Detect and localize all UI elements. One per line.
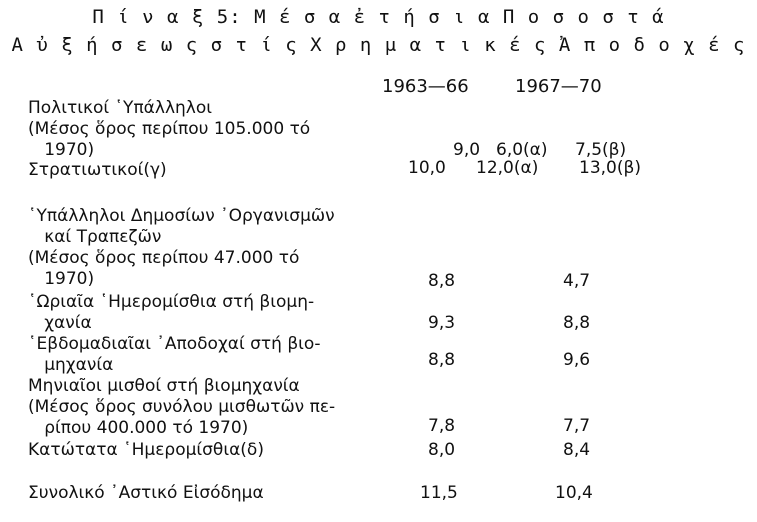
value-1967-70: 8,8 xyxy=(563,313,591,333)
table-title-line-1: Π ί ν α ξ 5: Μ έ σ α ἐ τ ή σ ι α Π ο σ ο σ τ ά xyxy=(92,6,665,28)
table-row xyxy=(28,206,748,290)
value-1967-70-a: 12,0(α) xyxy=(476,158,539,178)
value-1963-66: 9,3 xyxy=(428,313,456,333)
value-1963-66: 10,0 xyxy=(408,158,446,178)
value-1967-70-a: 6,0(α) xyxy=(496,140,548,160)
row-label: Συνολικό ᾿Αστικό Εἰσόδημα xyxy=(28,483,264,503)
column-header-1967-70: 1967—70 xyxy=(515,76,602,97)
row-label: Στρατιωτικοί(γ) xyxy=(28,160,167,180)
table-row xyxy=(28,160,748,181)
value-1963-66: 7,8 xyxy=(428,416,456,436)
row-label: ῾Εβδομαδιαῖαι ᾿Αποδοχαί στή βιο- μηχανία xyxy=(28,334,321,375)
column-header-1963-66: 1963—66 xyxy=(382,76,469,97)
value-1963-66: 8,8 xyxy=(428,271,456,291)
value-1967-70: 7,7 xyxy=(563,416,591,436)
table-row xyxy=(28,483,748,504)
row-label: Μηνιαῖοι μισθοί στή βιομηχανία (Μέσος ὅρος συνόλου μισθωτῶν πε- ρίπου 400.000 τό 1970) xyxy=(28,376,336,438)
table-row xyxy=(28,440,748,461)
value-1967-70-b: 13,0(β) xyxy=(579,158,641,178)
value-1967-70: 4,7 xyxy=(563,271,591,291)
table-row xyxy=(28,292,748,334)
value-1967-70: 9,6 xyxy=(563,350,591,370)
table-title-line-2: Α ὐ ξ ή σ ε ω ς σ τ ί ς Χ ρ η μ α τ ι κ έ ς Ἀ π ο δ ο χ έ ς xyxy=(11,34,746,56)
value-1967-70: 8,4 xyxy=(563,440,591,460)
value-1967-70-b: 7,5(β) xyxy=(575,140,627,160)
value-1963-66: 11,5 xyxy=(420,483,458,503)
table-row xyxy=(28,334,748,376)
row-label: Πολιτικοί ῾Υπάλληλοι (Μέσος ὅρος περίπου 105.000 τό 1970) xyxy=(28,98,311,160)
value-1963-66: 8,0 xyxy=(428,440,456,460)
value-1963-66: 9,0 xyxy=(453,140,481,160)
value-1967-70: 10,4 xyxy=(555,483,593,503)
table-row xyxy=(28,98,748,161)
row-label: Κατώτατα ῾Ημερομίσθια(δ) xyxy=(28,440,264,460)
table-row xyxy=(28,376,748,439)
row-label: ῾Υπάλληλοι Δημοσίων ᾿Οργανισμῶν καί Τραπεζῶν (Μέσος ὅρος περίπου 47.000 τό 1970) xyxy=(28,206,335,289)
value-1963-66: 8,8 xyxy=(428,350,456,370)
row-label: ῾Ωριαῖα ῾Ημερομίσθια στή βιομη- χανία xyxy=(28,292,315,333)
